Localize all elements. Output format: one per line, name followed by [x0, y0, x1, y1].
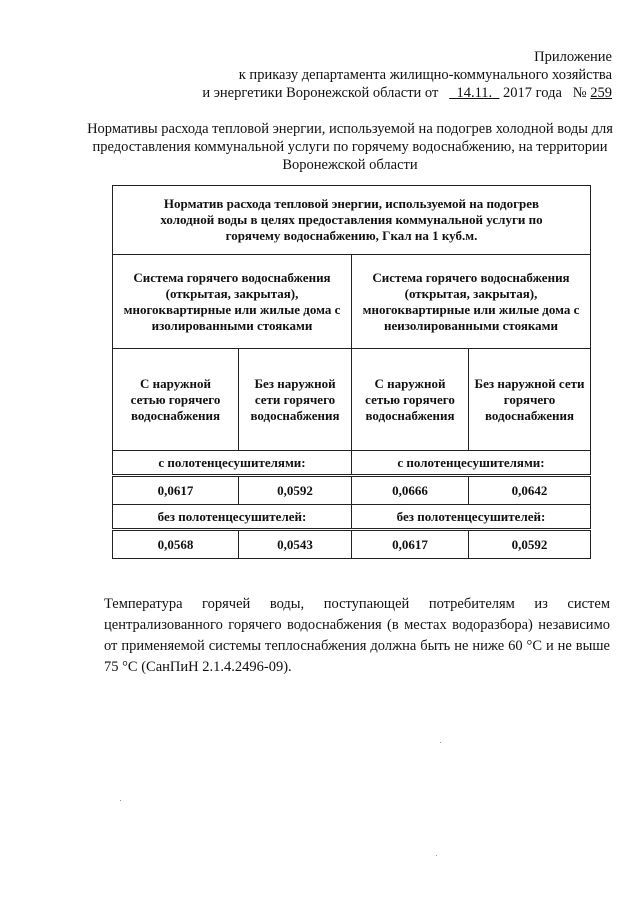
scan-speck	[120, 800, 121, 801]
document-title: Нормативы расхода тепловой энергии, используемой на подогрев холодной воды для предоставления коммунальной услуги по горячему водоснабжению, на территории Воронежской области	[87, 121, 613, 173]
scan-speck	[436, 855, 437, 856]
with-network-header: С наружной сетью горячего водоснабжения	[113, 349, 239, 451]
without-dryers-label: без полотенцесушителей:	[352, 505, 591, 530]
value-cell: 0,0617	[113, 476, 239, 505]
value-cell: 0,0592	[239, 476, 352, 505]
with-dryers-label: с полотенцесушителями:	[352, 451, 591, 476]
without-network-header: Без наружной сети горячего водоснабжения	[239, 349, 352, 451]
appendix-order-line: к приказу департамента жилищно-коммунального хозяйства	[238, 67, 612, 83]
appendix-date-prefix: и энергетики Воронежской области от	[202, 85, 439, 101]
scan-speck	[440, 742, 441, 743]
appendix-block	[202, 48, 612, 102]
without-dryers-label: без полотенцесушителей:	[113, 505, 352, 530]
with-network-header: С наружной сетью горячего водоснабжения	[352, 349, 469, 451]
appendix-year: 2017 года	[503, 85, 562, 101]
temperature-note: Температура горячей воды, поступающей потребителям из систем централизованного горячего водоснабжения (в местах водоразбора) независимо от применяемой системы теплоснабжения должна быть не ниже 60 °С и не выше 75 °С (СанПиН 2.1.4.2496-09).	[104, 596, 610, 675]
system-nonisolated-header: Система горячего водоснабжения (открытая, закрытая), многоквартирные или жилые дома с неизолированными стояками	[352, 255, 591, 349]
appendix-date-line	[202, 84, 612, 102]
system-isolated-header: Система горячего водоснабжения (открытая, закрытая), многоквартирные или жилые дома с изолированными стояками	[113, 255, 352, 349]
value-cell: 0,0642	[469, 476, 591, 505]
with-dryers-label: с полотенцесушителями:	[113, 451, 352, 476]
norms-table	[112, 185, 591, 559]
appendix-number: 259	[590, 85, 612, 101]
value-cell: 0,0592	[469, 530, 591, 559]
value-cell: 0,0617	[352, 530, 469, 559]
without-network-header: Без наружной сети горячего водоснабжения	[469, 349, 591, 451]
value-cell: 0,0568	[113, 530, 239, 559]
appendix-date: 14.11.	[456, 85, 493, 101]
appendix-title: Приложение	[534, 49, 612, 65]
value-cell: 0,0543	[239, 530, 352, 559]
value-cell: 0,0666	[352, 476, 469, 505]
appendix-number-sign: №	[572, 85, 587, 101]
table-header: Норматив расхода тепловой энергии, используемой на подогрев холодной воды в целях предоставления коммунальной услуги по горячему водоснабжению, Гкал на 1 куб.м.	[113, 186, 591, 255]
